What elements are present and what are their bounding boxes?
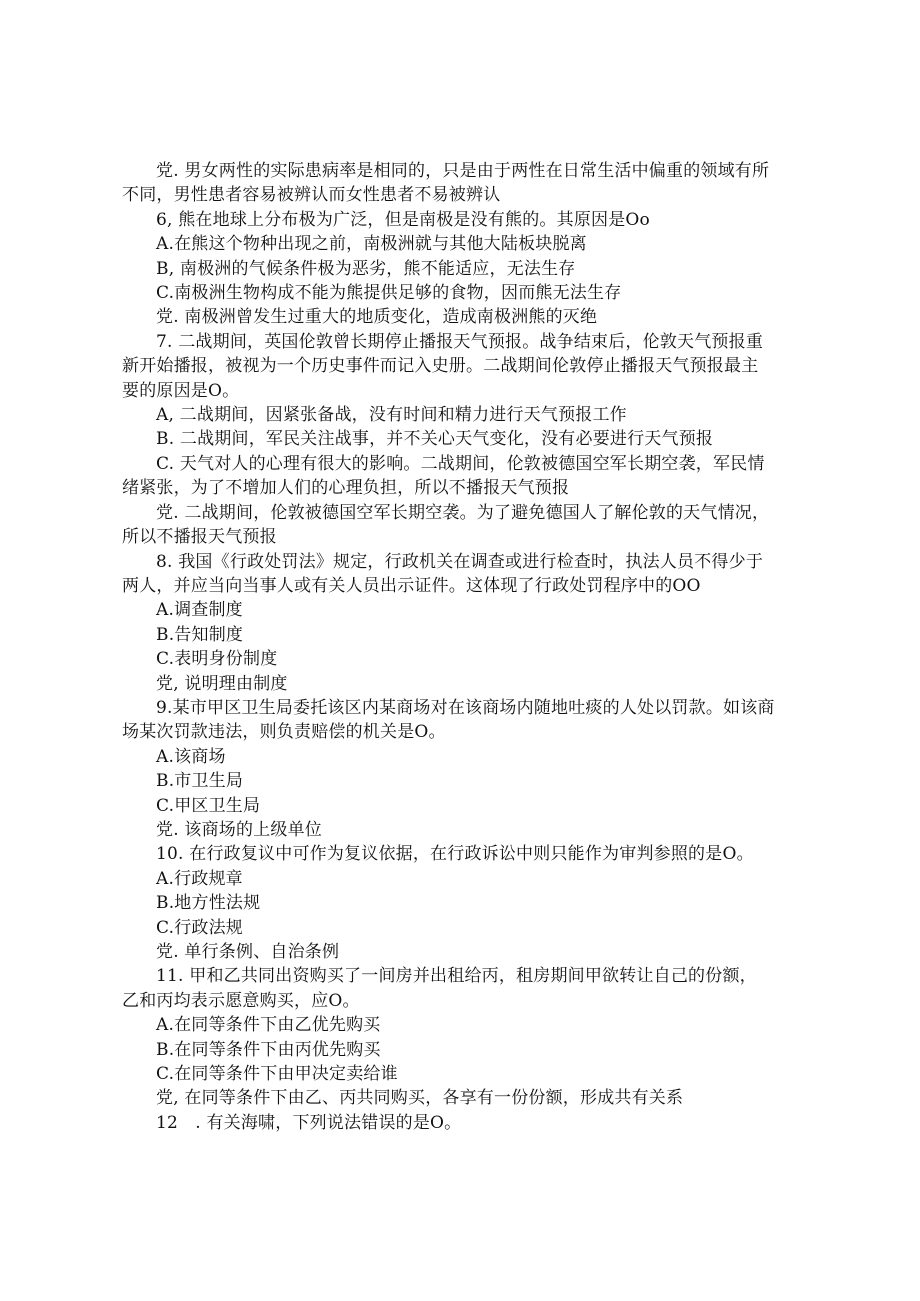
text-line: 要的原因是O。 bbox=[122, 380, 240, 401]
text-line: 党. 南极洲曾发生过重大的地质变化，造成南极洲熊的灭绝 bbox=[156, 307, 598, 328]
text-line: 6, 熊在地球上分布极为广泛，但是南极是没有熊的。其原因是Oo bbox=[156, 209, 650, 230]
document-body bbox=[122, 159, 822, 1135]
text-line: 9.某市甲区卫生局委托该区内某商场对在该商场内随地吐痰的人处以罚款。如该商 bbox=[156, 697, 775, 718]
text-line: 不同，男性患者容易被辨认而女性患者不易被辨认 bbox=[122, 185, 501, 206]
text-line: C.行政法规 bbox=[156, 917, 244, 938]
text-line: 新开始播报，被视为一个历史事件而记入史册。二战期间伦敦停止播报天气预报最主 bbox=[122, 356, 759, 377]
text-line: A.在熊这个物种出现之前，南极洲就与其他大陆板块脱离 bbox=[156, 234, 587, 255]
text-line: A.该商场 bbox=[156, 746, 226, 767]
text-line: 7. 二战期间，英国伦敦曾长期停止播报天气预报。战争结束后，伦敦天气预报重 bbox=[156, 331, 764, 352]
text-line: B.在同等条件下由丙优先购买 bbox=[156, 1039, 381, 1060]
text-line: 党. 单行条例、自治条例 bbox=[156, 942, 340, 962]
text-line: C.在同等条件下由甲决定卖给谁 bbox=[156, 1064, 398, 1085]
text-line: B, 南极洲的气候条件极为恶劣，熊不能适应，无法生存 bbox=[156, 258, 576, 279]
text-line: 党, 在同等条件下由乙、丙共同购买，各享有一份份额，形成共有关系 bbox=[156, 1088, 684, 1109]
text-line: 场某次罚款违法，则负责赔偿的机关是O。 bbox=[122, 722, 446, 743]
text-line: C.甲区卫生局 bbox=[156, 795, 261, 816]
text-line: 党. 男女两性的实际患病率是相同的，只是由于两性在日常生活中偏重的领域有所 bbox=[156, 161, 770, 181]
text-line: A.行政规章 bbox=[156, 868, 243, 889]
text-line: C. 天气对人的心理有很大的影响。二战期间，伦敦被德国空军长期空袭，军民情 bbox=[156, 453, 765, 474]
text-line: C.表明身份制度 bbox=[156, 649, 278, 670]
text-line: 乙和丙均表示愿意购买，应O。 bbox=[122, 990, 360, 1011]
text-line: 8. 我国《行政处罚法》规定，行政机关在调查或进行检查时，执法人员不得少于 bbox=[156, 551, 764, 572]
text-line: 党. 该商场的上级单位 bbox=[156, 819, 323, 840]
text-line: 党. 二战期间，伦敦被德国空军长期空袭。为了避免德国人了解伦敦的天气情况， bbox=[156, 502, 770, 523]
text-line: 12 . 有关海啸，下列说法错误的是O。 bbox=[156, 1112, 462, 1133]
text-line: A.在同等条件下由乙优先购买 bbox=[156, 1015, 381, 1036]
text-line: A.调查制度 bbox=[156, 600, 243, 621]
text-line: B. 二战期间，军民关注战事，并不关心天气变化，没有必要进行天气预报 bbox=[156, 429, 714, 450]
text-line: 11. 甲和乙共同出资购买了一间房并出租给丙，租房期间甲欲转让自己的份额， bbox=[156, 966, 757, 987]
text-line: B.地方性法规 bbox=[156, 893, 261, 914]
text-line: 两人，并应当向当事人或有关人员出示证件。这体现了行政处罚程序中的OO bbox=[122, 575, 701, 596]
text-line: B.告知制度 bbox=[156, 624, 244, 645]
text-line: 10. 在行政复议中可作为复议依据，在行政诉讼中则只能作为审判参照的是O。 bbox=[156, 844, 754, 865]
text-line: B.市卫生局 bbox=[156, 771, 244, 792]
text-line: C.南极洲生物构成不能为熊提供足够的食物，因而熊无法生存 bbox=[156, 283, 622, 304]
text-line: 党, 说明理由制度 bbox=[156, 673, 288, 694]
text-line: A, 二战期间，因紧张备战，没有时间和精力进行天气预报工作 bbox=[156, 405, 627, 426]
text-line: 绪紧张，为了不增加人们的心理负担，所以不播报天气预报 bbox=[122, 478, 570, 499]
text-line: 所以不播报天气预报 bbox=[122, 527, 277, 548]
